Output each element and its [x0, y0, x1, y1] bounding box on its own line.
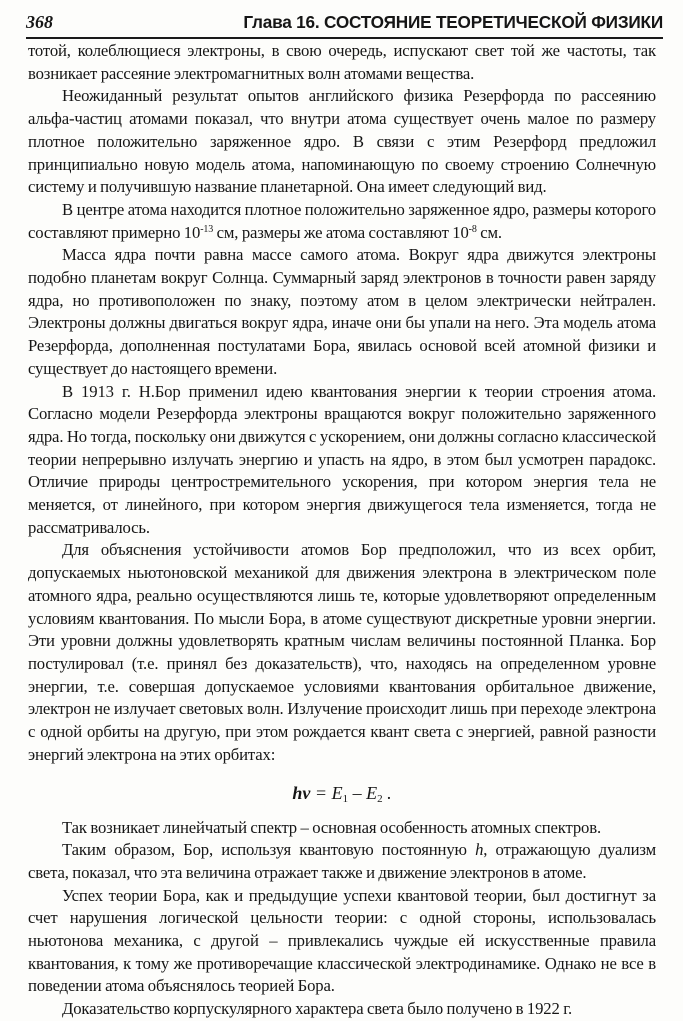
paragraph-text: см. — [476, 222, 502, 242]
paragraph: Так возникает линейчатый спектр – основная особенность атомных спектров. — [62, 817, 601, 837]
bohr-formula — [28, 773, 656, 813]
page-body — [28, 40, 656, 1021]
paragraph-text: , отражающую дуализм света, показал, что эта величина отражает также и движение электронов в атоме. — [28, 840, 656, 882]
exponent: -13 — [200, 223, 214, 235]
formula-eq: = — [310, 782, 332, 803]
paragraph: Масса ядра почти равна массе самого атома. Вокруг ядра движутся электроны подобно планетам вокруг Солнца. Суммарный заряд электронов в точности равен заряду ядра, но противоположен по знаку, поэтому атом в целом электрически нейтрален. Электроны должны двигаться вокруг ядра, иначе они бы упали на него. Эта модель атома Резерфорда, дополненная постулатами Бора, явилась основой всей атомной физики и существует до настоящего времени. — [28, 245, 656, 378]
paragraph: Для объяснения устойчивости атомов Бор предположил, что из всех орбит, допускаемых ньютоновской механикой для движения электрона в электрическом поле атомного ядра, реально осуществляются лишь те, которые удовлетворяют определенным условиям квантования. По мысли Бора, в атоме существуют дискретные уровни энергии. Эти уровни должны удовлетворять кратным числам величины постоянной Планка. Бор постулировал (т.е. принял без доказательств), что, находясь на определенном уровне энергии, т.е. совершая допускаемое условиями квантования орбитальное движение, электрон не излучает световых волн. Излучение происходит лишь при переходе электрона с одной орбиты на другую, при этом рождается квант света с энергией, равной разности энергий электрона на этих орбитах: — [28, 540, 656, 764]
paragraph: тотой, колеблющиеся электроны, в свою очередь, испускают свет той же частоты, так возникает рассеяние электромагнитных волн атомами вещества. — [28, 41, 656, 83]
paragraph-text: см, размеры же атома составляют 10 — [213, 222, 469, 242]
paragraph — [28, 839, 656, 884]
page-number: 368 — [26, 12, 53, 32]
formula-sub1: 1 — [342, 792, 349, 805]
formula-sub2: 2 — [377, 792, 383, 805]
exponent: -8 — [468, 223, 477, 235]
formula-lhs: hν — [292, 782, 311, 803]
paragraph-text: В центре атома находится плотное положительно заряженное ядро, размеры которого составляют примерно 10 — [28, 199, 656, 242]
formula-e2: E — [366, 782, 378, 803]
paragraph — [28, 199, 656, 244]
paragraph-text: Таким образом, Бор, используя квантовую постоянную — [62, 840, 476, 860]
page-header — [26, 11, 663, 39]
paragraph: В 1913 г. Н.Бор применил идею квантования энергии к теории строения атома. Согласно модели Резерфорда электроны вращаются вокруг положительно заряженного ядра. Но тогда, поскольку они движутся с ускорением, они должны согласно классической теории непрерывно излучать энергию и упасть на ядро, в этом был усмотрен парадокс. Отличие природы центростремительного ускорения, при котором энергия тела не меняется, от линейного, при котором энергия движущегося тела изменяется, тогда не рассматривалось. — [28, 381, 656, 537]
paragraph: Неожиданный результат опытов английского физика Резерфорда по рассеянию альфа-частиц атомами показал, что внутри атома существует очень малое по размеру плотное положительно заряженное ядро. В связи с этим Резерфорд предложил принципиально новую модель атома, напоминающую по своему строению Солнечную систему и получившую название планетарной. Она имеет следующий вид. — [28, 86, 656, 197]
running-head: Глава 16. СОСТОЯНИЕ ТЕОРЕТИЧЕСКОЙ ФИЗИКИ — [243, 12, 663, 32]
paragraph: Доказательство корпускулярного характера света было получено в 1922 г. — [62, 999, 573, 1019]
planck-symbol: h — [475, 840, 484, 860]
formula-minus: – — [348, 782, 367, 803]
formula-e1: E — [331, 782, 343, 803]
formula-tail: . — [382, 782, 392, 803]
paragraph: Успех теории Бора, как и предыдущие успехи квантовой теории, был достигнут за счет нарушения логической цельности теории: с одной стороны, использовалась ньютонова механика, с другой – привлекались чуждые ей искусственные правила квантования, к тому же противоречащие классической электродинамике. Однако не все в поведении атома объяснялось теорией Бора. — [28, 885, 656, 996]
